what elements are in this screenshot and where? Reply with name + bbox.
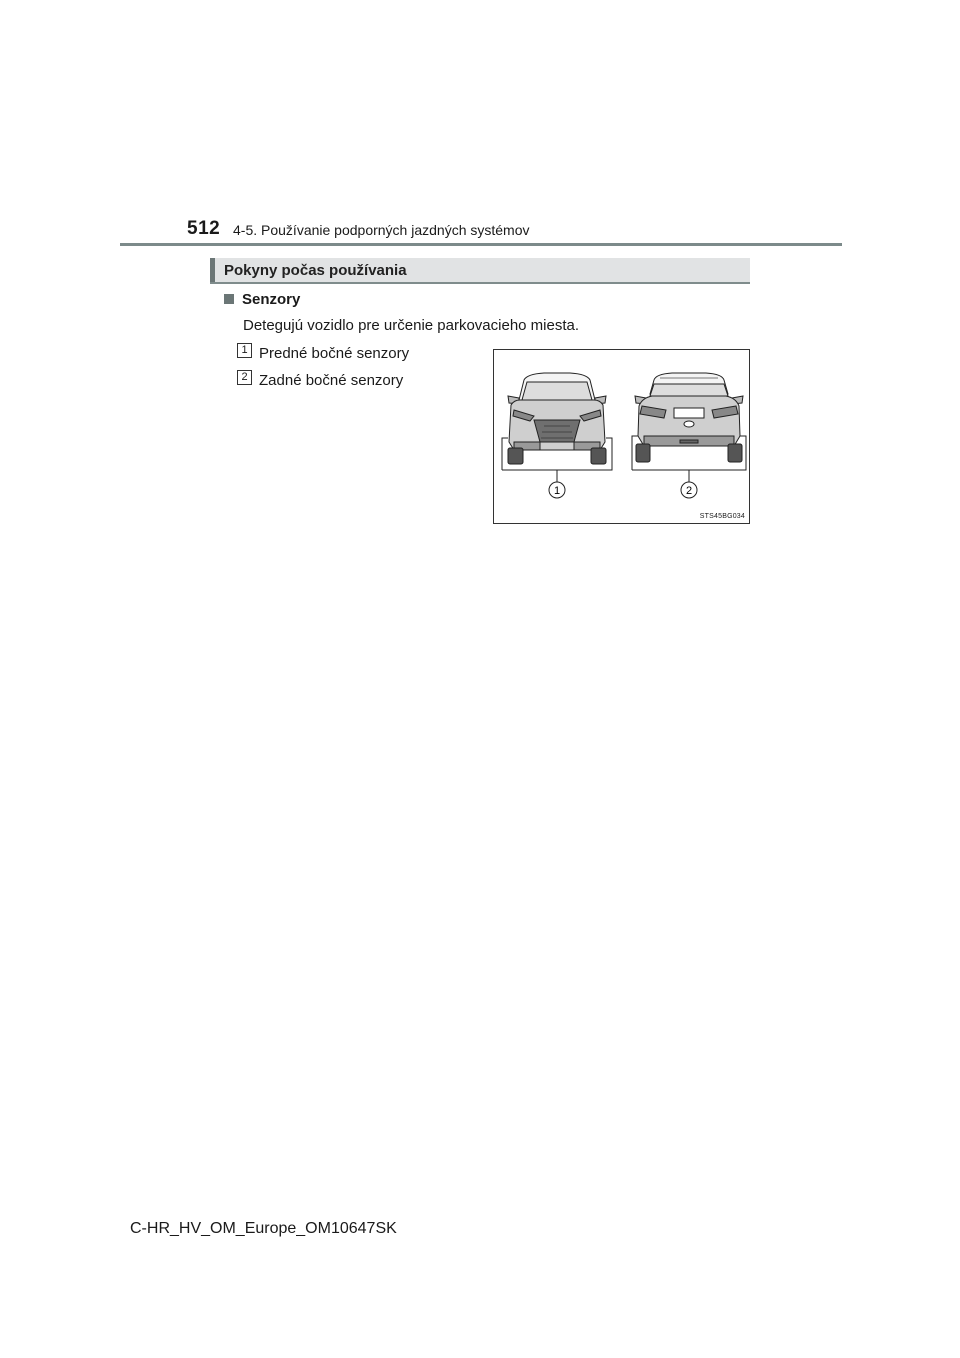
- list-item-label: Predné bočné senzory: [259, 345, 410, 362]
- section-title: Pokyny počas používania: [224, 262, 407, 279]
- document-id: C-HR_HV_OM_Europe_OM10647SK: [130, 1220, 397, 1237]
- front-car-icon: [508, 373, 606, 464]
- section-accent: [210, 258, 215, 282]
- section-header: [210, 258, 750, 284]
- subsection-heading: [224, 291, 300, 308]
- rear-car-icon: [635, 373, 743, 462]
- list-item-label: Zadné bočné senzory: [259, 372, 404, 389]
- list-item-front-sensors: [237, 345, 409, 362]
- list-item-rear-sensors: [237, 372, 403, 389]
- square-bullet-icon: [224, 294, 234, 304]
- callout-number-2: 2: [237, 370, 252, 385]
- subsection-description: Detegujú vozidlo pre určenie parkovacieho miesta.: [243, 317, 580, 334]
- figure-code: STS45BG034: [699, 513, 745, 520]
- header-divider: [120, 243, 842, 246]
- callout-1-label: 1: [553, 485, 561, 497]
- sensor-figure: [493, 349, 750, 524]
- car-sensors-illustration: [494, 350, 749, 523]
- subsection-title: Senzory: [242, 291, 301, 308]
- callout-number-1: 1: [237, 343, 252, 358]
- callout-2-label: 2: [685, 485, 693, 497]
- page-number: 512: [187, 218, 221, 239]
- chapter-title: 4-5. Používanie podporných jazdných systémov: [233, 222, 530, 238]
